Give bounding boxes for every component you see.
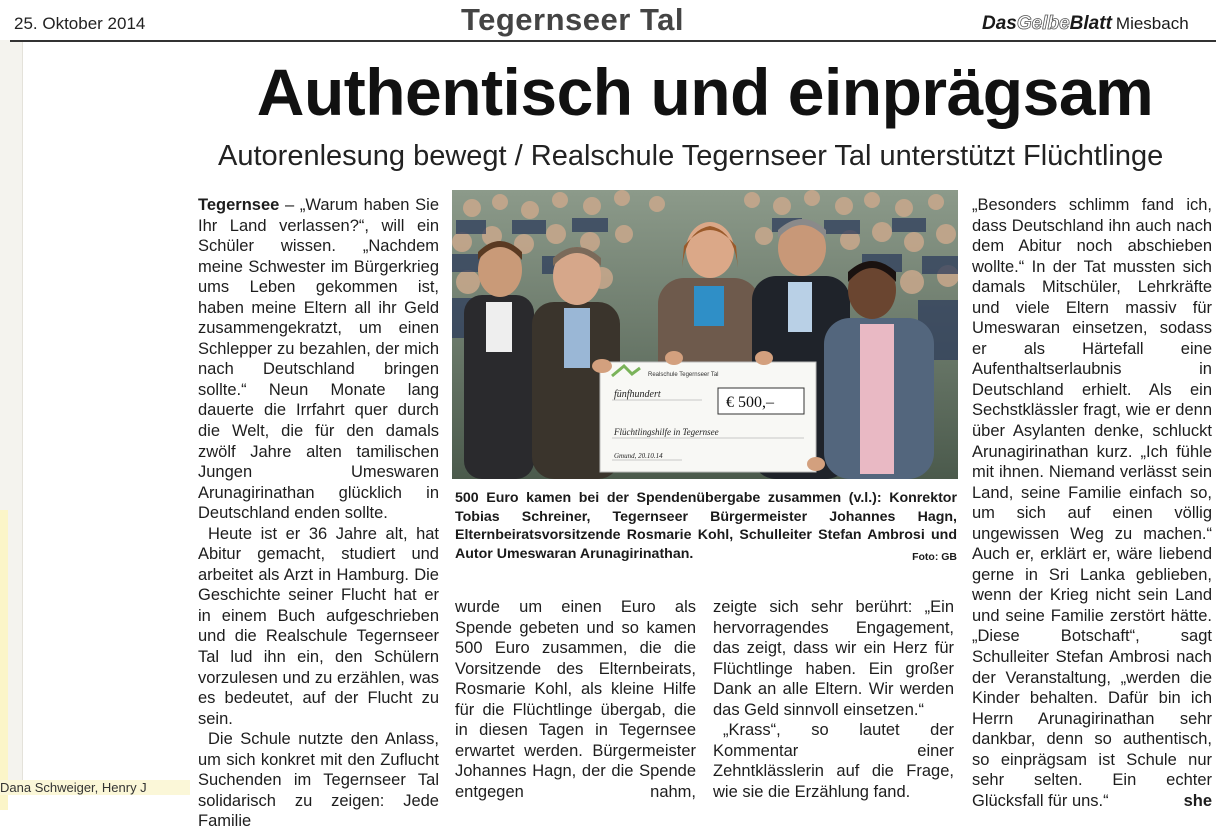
dateline: Tegernsee [198, 196, 280, 214]
paragraph: zeigte sich sehr berührt: „Ein hervorragendes Engagement, das zeigt, dass wir ein Herz für Flüchtlinge haben. Ein großer Dank an alle Eltern. Wir werden das Geld sinnvoll einsetzen.“ [713, 598, 954, 719]
logo-region: Miesbach [1115, 14, 1189, 33]
logo-gelbe: Gelbe [1016, 13, 1070, 34]
issue-date: 25. Oktober 2014 [14, 14, 146, 33]
paragraph: „Krass“, so lautet der Kommentar einer Zehntklässlerin auf die Frage, wie sie die Erzählung fand. [713, 721, 954, 801]
newspaper-logo [982, 13, 1189, 35]
paragraph: – „Warum haben Sie Ihr Land verlassen?“, will ein Schüler wissen. „Nachdem meine Schwester im Bürgerkrieg ums Leben gekommen ist, haben meine Eltern all ihr Geld zusammengekratzt, um einen Schlepper zu bezahlen, der mich nach Deutschland bringen sollte.“ Neun Monate lang dauerte die Irrfahrt quer durch die Welt, die für den damals zwölf Jahre alten tamilischen Jungen Umeswaren Arunagirinathan glücklich in Deutschland enden sollte. [198, 196, 439, 523]
paragraph: Die Schule nutzte den Anlass, um sich konkret mit den Zuflucht Suchenden im Tegernseer Tal solidarisch zu zeigen: Jede Familie [198, 730, 439, 831]
article-headline: Authentisch und einprägsam [256, 55, 1154, 129]
article-photo [452, 190, 958, 479]
check-header: Realschule Tegernseer Tal [648, 372, 719, 378]
left-margin-strip [0, 40, 23, 795]
margin-footer-text: Dana Schweiger, Henry J [0, 780, 190, 795]
logo-blatt: Blatt [1069, 13, 1112, 34]
check-amount: € 500,– [726, 394, 774, 411]
paragraph: Heute ist er 36 Jahre alt, hat Abitur gemacht, studiert und arbeitet als Arzt in Hamburg. Die Geschichte seiner Flucht hat er in einem Buch aufgeschrieben und die Realschule Tegernseer Tal lud ihn ein, den Schülern vorzulesen und zu erzählen, was es bedeutet, auf der Flucht zu sein. [198, 524, 439, 728]
photo-credit: Foto: GB [912, 550, 957, 563]
header-rule [10, 40, 1216, 42]
author-initials: she [1183, 791, 1212, 810]
text-column-4 [972, 195, 1212, 811]
margin-highlight [0, 510, 8, 810]
caption-text: 500 Euro kamen bei der Spendenübergabe zusammen (v.l.): Konrektor Tobias Schreiner, Tegernseer Bürgermeister Johannes Hagn, Elternbeiratsvorsitzende Rosmarie Kohl, Schulleiter Stefan Ambrosi und Autor Umeswaran Arunagirinathan. [455, 490, 957, 562]
photo-caption [455, 489, 957, 566]
paragraph: „Besonders schlimm fand ich, dass Deutschland ihn auch nach dem Abitur noch abschieben wollte.“ In der Tat mussten sich damals Mitschüler, Lehrkräfte und viele Eltern massiv für Umeswaran einsetzen, sodass er als Härtefall eine Aufenthaltserlaubnis in Deutschland erhielt. Als ein Sechstklässler fragt, wie er denn über Asylanten denke, schluckt Arunagirinathan kurz. „Ich fühle mit ihnen. Niemand verlässt sein Land, seine Familie einfach so, um sich auf einen völlig ungewissen Weg zu machen.“ Auch er, erklärt er, wäre liebend gerne in Sri Lanka geblieben, wenn der Krieg nicht sein Land und seine Familie zerstört hätte. „Diese Botschaft“, sagt Schulleiter Stefan Ambrosi nach der Veranstaltung, „werden die Kinder behalten. Dafür bin ich Herrn Arunagirinathan sehr dankbar, denn so authentisch, so einprägsam ist Schule nur sehr selten. Ein echter Glücksfall für uns.“ [972, 196, 1212, 810]
article-subheadline: Autorenlesung bewegt / Realschule Tegernseer Tal unterstützt Flüchtlinge [218, 140, 1164, 172]
paragraph: wurde um einen Euro als Spende gebeten und so kamen 500 Euro zusammen, die die Vorsitzende des Elternbeirats, Rosmarie Kohl, als kleine Hilfe für die Flüchtlinge übergab, die in diesen Tagen in Tegernsee erwartet werden. Bürgermeister Johannes Hagn, der die Spende entgegen nahm, [455, 598, 696, 801]
check-purpose: Flüchtlingshilfe in Tegernsee [614, 427, 719, 437]
text-column-3 [713, 597, 954, 802]
check-place-date: Gmund, 20.10.14 [614, 452, 663, 460]
logo-das: Das [982, 13, 1017, 34]
donation-check [600, 362, 816, 472]
section-title: Tegernseer Tal [461, 2, 684, 37]
text-column-1 [198, 195, 439, 832]
check-amount-words: fünfhundert [614, 389, 661, 400]
text-column-2 [455, 597, 696, 802]
